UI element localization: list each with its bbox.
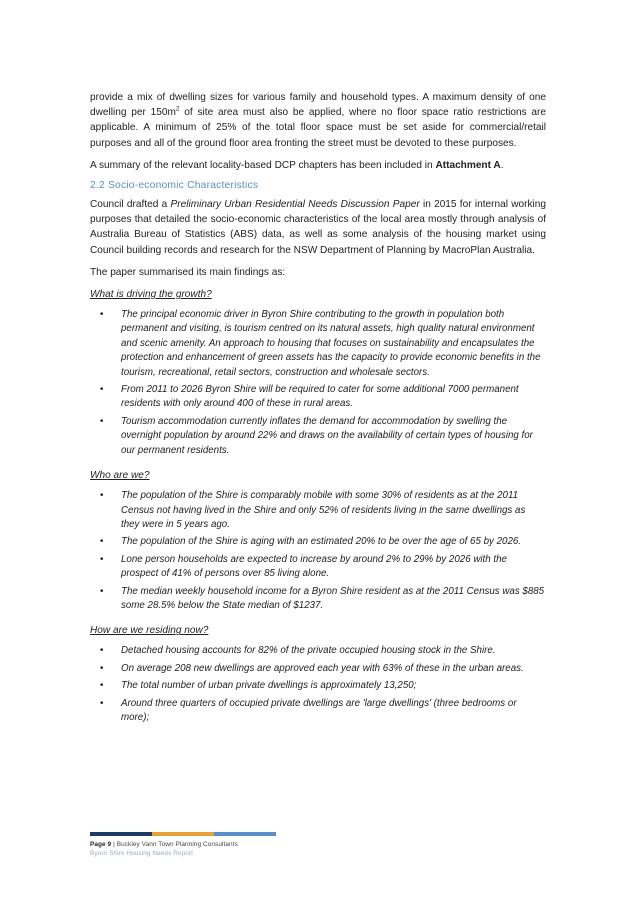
document-body bbox=[90, 90, 546, 735]
section-heading: 2.2 Socio-economic Characteristics bbox=[90, 180, 259, 192]
bullet-icon: • bbox=[100, 680, 104, 692]
list-item: • Tourism accommodation currently inflates the demand for accommodation by swelling the overnight population by around 22% and draws on the availability of certain types of housing for our permanent residents. bbox=[100, 415, 533, 456]
list-item: • Detached housing accounts for 82% of the private occupied housing stock in the Shire. bbox=[90, 644, 546, 658]
footer-bar-navy bbox=[90, 832, 152, 836]
subheading-residing-now: How are we residing now? bbox=[90, 625, 209, 637]
list-item: • The population of the Shire is aging with an estimated 20% to be over the age of 65 by 2026. bbox=[90, 535, 546, 549]
bullet-icon: • bbox=[100, 662, 104, 674]
bullet-list-driving-growth bbox=[90, 308, 546, 458]
consultant-name: | Buckley Vann Town Planning Consultants bbox=[111, 841, 238, 848]
subheading-driving-growth: What is driving the growth? bbox=[90, 289, 212, 301]
list-item: • On average 208 new dwellings are approved each year with 63% of these in the urban areas. bbox=[90, 662, 546, 676]
section-paragraph-1: Council drafted a Preliminary Urban Residential Needs Discussion Paper in 2015 for internal working purposes that detailed the socio-economic characteristics of the local area mostly through analysis of Australia Bureau of Statistics (ABS) data, as well as some analysis of the housing market using Council building records and research for the NSW Department of Planning by MacroPlan Australia. bbox=[90, 199, 547, 256]
footer-color-bars bbox=[90, 832, 276, 836]
intro-paragraph-1: provide a mix of dwelling sizes for various family and household types. A maximum density of one dwelling per $150m^2$ of site area must also be applied, where no floor space ratio restrictions are applicable. A minimum of 25% of the total floor space must be set aside for commercial/retail purposes and all of the ground floor area fronting the street must be devoted to these purposes. bbox=[90, 92, 547, 149]
bullet-list-who-are-we bbox=[90, 489, 546, 613]
list-item: • Around three quarters of occupied private dwellings are 'large dwellings' (three bedrooms or more); bbox=[100, 697, 517, 723]
page-number: Page 9 bbox=[90, 841, 112, 848]
section-paragraph-2: The paper summarised its main findings as: bbox=[90, 266, 286, 278]
bullet-icon: • bbox=[100, 384, 104, 396]
bullet-icon: • bbox=[100, 553, 104, 565]
list-item: • The total number of urban private dwellings is approximately 13,250; bbox=[90, 679, 546, 693]
bullet-icon: • bbox=[100, 585, 104, 597]
list-item: • Lone person households are expected to increase by around 2% to 29% by 2026 with the prospect of 41% of persons over 85 living alone. bbox=[100, 553, 507, 580]
bullet-icon: • bbox=[100, 415, 104, 427]
footer-bar-blue bbox=[214, 832, 276, 836]
paper-title: Preliminary Urban Residential Needs Discussion Paper bbox=[170, 199, 420, 211]
footer-page-line bbox=[90, 841, 276, 848]
footer-bar-orange bbox=[152, 832, 214, 836]
subheading-who-are-we: Who are we? bbox=[90, 470, 150, 482]
bullet-icon: • bbox=[100, 536, 104, 548]
bullet-icon: • bbox=[100, 490, 104, 502]
list-item: • The median weekly household income for a Byron Shire resident as at the 2011 Census was $885 some 28.5% below the State median of $1237. bbox=[100, 585, 545, 611]
intro-paragraph-2: A summary of the relevant locality-based DCP chapters has been included in Attachment A. bbox=[90, 159, 504, 171]
list-item: • The population of the Shire is comparably mobile with some 30% of residents as at the 2011 Census not having lived in the Shire and only 52% of residents living in the same dwellings as they were in 5 years ago. bbox=[100, 490, 526, 530]
page-footer bbox=[90, 832, 276, 857]
bullet-icon: • bbox=[100, 309, 104, 321]
footer-report-title: Byron Shire Housing Needs Report bbox=[90, 850, 194, 857]
list-item: • The principal economic driver in Byron Shire contributing to the growth in population both permanent and visiting, is tourism centred on its natural assets, high quality natural environment and scenic amenity. An approach to housing that focuses on sustainability and encapsulates the protection and enhancement of green assets has the capacity to provide economic benefits in the tourism, recreational, retail sectors, construction and wholesale sectors. bbox=[100, 309, 541, 378]
attachment-reference: Attachment A bbox=[435, 159, 501, 171]
bullet-icon: • bbox=[100, 645, 104, 657]
list-item: • From 2011 to 2026 Byron Shire will be required to cater for some additional 7000 permanent residents with only around 400 of these in rural areas. bbox=[100, 384, 519, 410]
bullet-list-residing-now bbox=[90, 644, 546, 725]
bullet-icon: • bbox=[100, 697, 104, 709]
